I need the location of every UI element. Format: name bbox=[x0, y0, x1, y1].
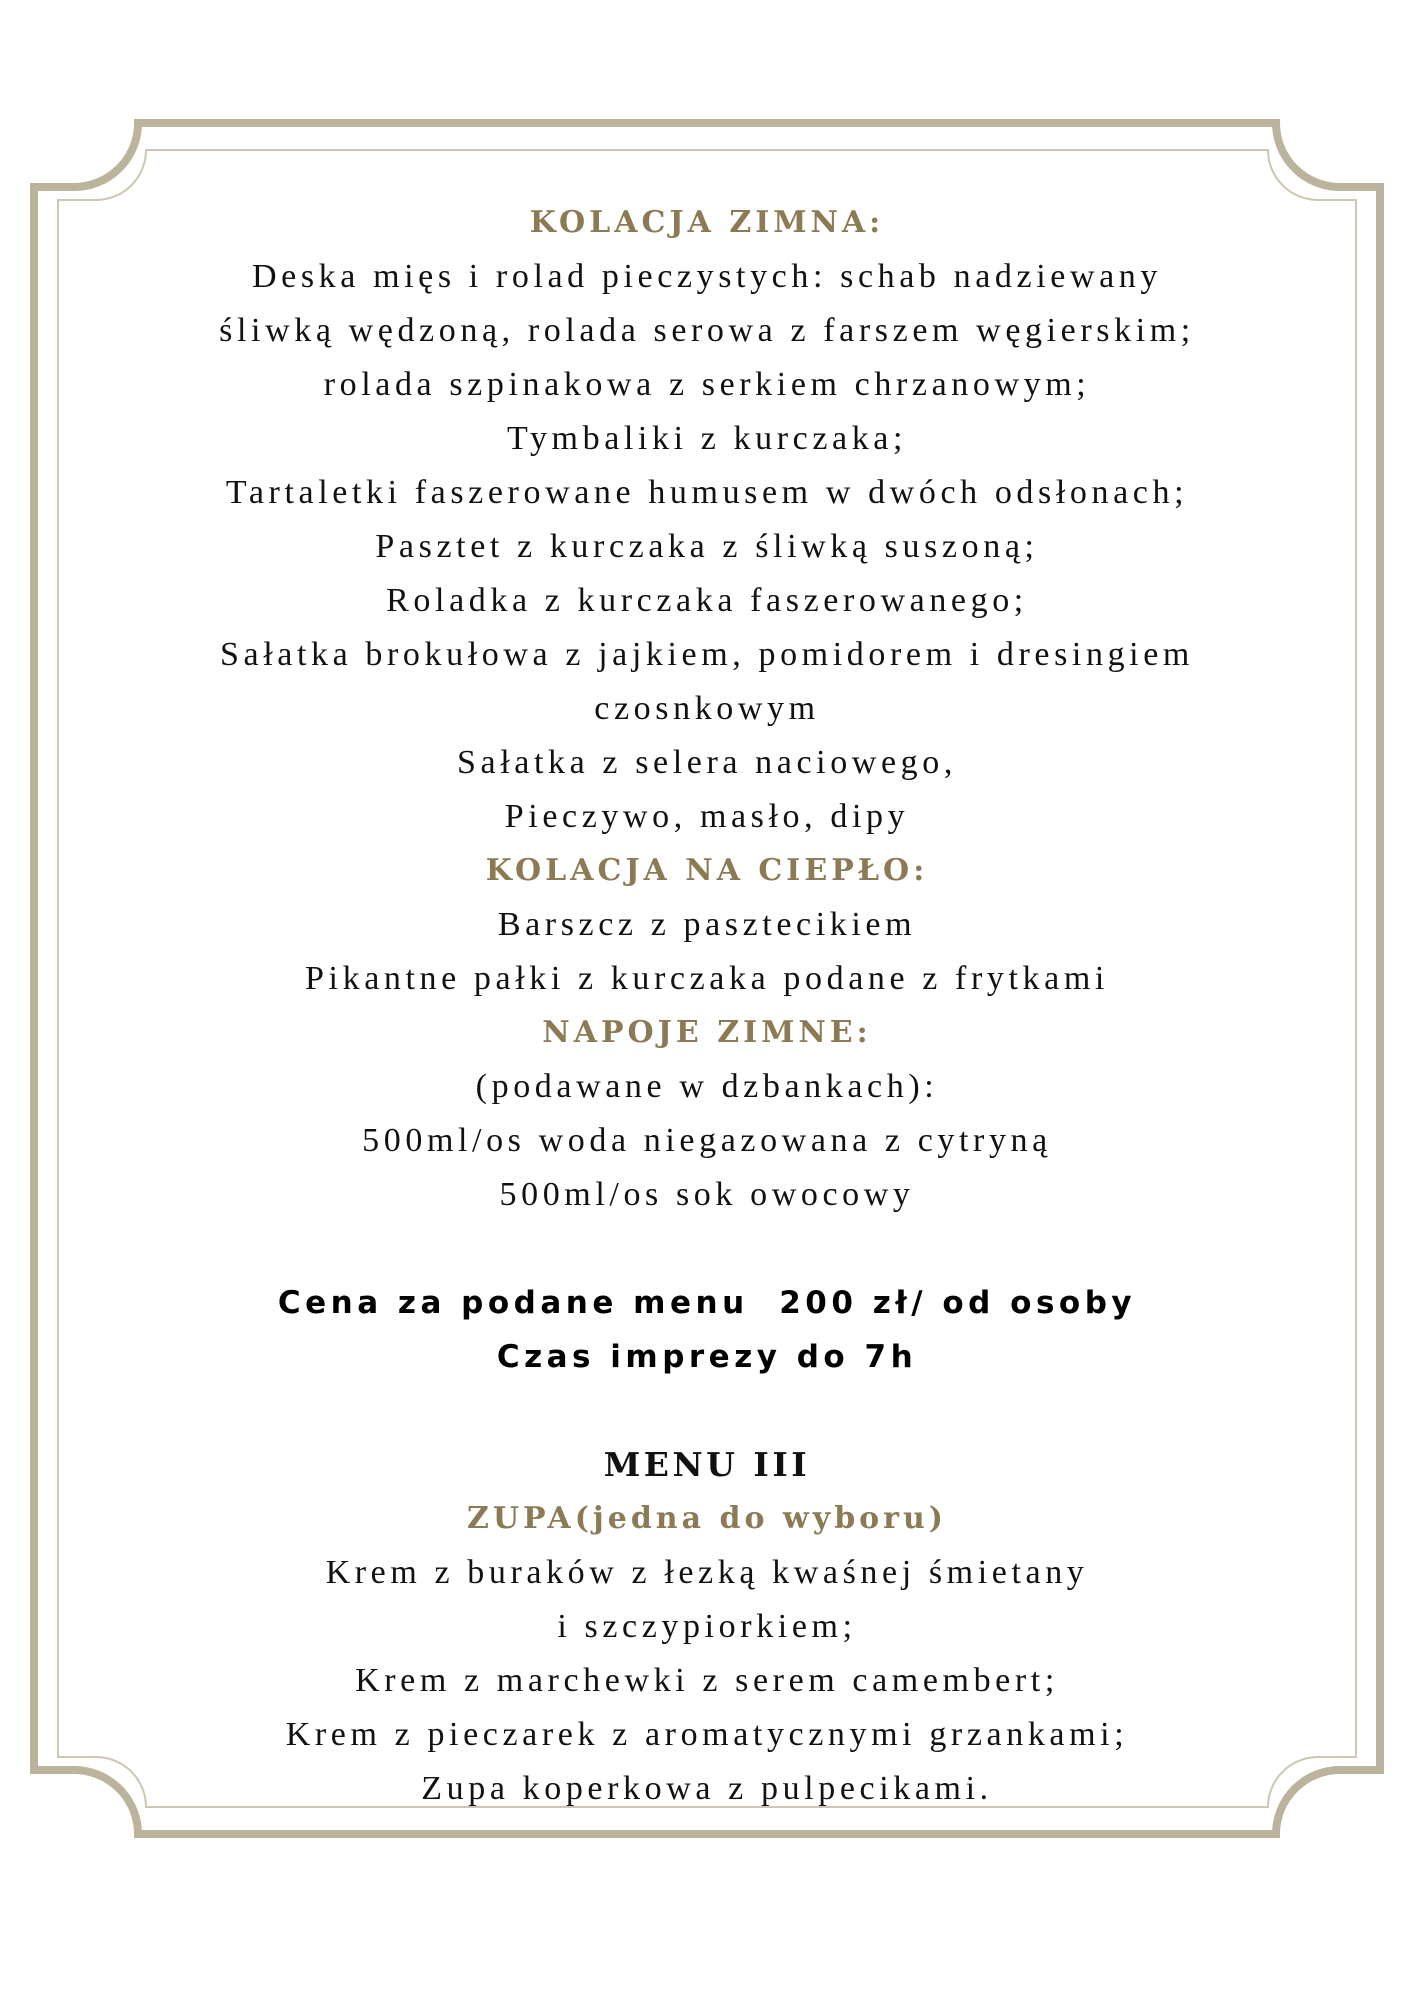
menu-content bbox=[100, 196, 1314, 1816]
cold-supper-items bbox=[100, 250, 1314, 844]
section-heading-cold-drinks: NAPOJE ZIMNE: bbox=[542, 1015, 872, 1050]
menu-title: MENU III bbox=[603, 1445, 811, 1484]
hot-supper-items bbox=[100, 898, 1314, 1006]
menu-item: Krem z buraków z łezką kwaśnej śmietany bbox=[325, 1554, 1089, 1591]
menu-item: Krem z pieczarek z aromatycznymi grzankami; bbox=[285, 1716, 1129, 1753]
menu-item: śliwką wędzoną, rolada serowa z farszem węgierskim; bbox=[219, 312, 1195, 349]
menu-item: Deska mięs i rolad pieczystych: schab nadziewany bbox=[252, 258, 1162, 295]
menu-item: Pieczywo, masło, dipy bbox=[504, 798, 910, 835]
spacer bbox=[100, 1384, 1314, 1438]
menu-item: 500ml/os sok owocowy bbox=[499, 1176, 915, 1213]
soup-items bbox=[100, 1546, 1314, 1816]
section-heading-hot-supper: KOLACJA NA CIEPŁO: bbox=[485, 853, 929, 888]
menu-item: Zupa koperkowa z pulpecikami. bbox=[421, 1770, 993, 1807]
duration-line: Czas imprezy do 7h bbox=[496, 1339, 918, 1375]
menu-item: Tartaletki faszerowane humusem w dwóch odsłonach; bbox=[225, 474, 1189, 511]
price-line: Cena za podane menu 200 zł/ od osoby bbox=[277, 1285, 1137, 1321]
menu-item: Pikantne pałki z kurczaka podane z frytkami bbox=[305, 960, 1109, 997]
menu-item: czosnkowym bbox=[594, 690, 820, 727]
section-heading-soup: ZUPA(jedna do wyboru) bbox=[466, 1501, 947, 1536]
menu-item: Roladka z kurczaka faszerowanego; bbox=[386, 582, 1028, 619]
menu-item: Sałatka brokułowa z jajkiem, pomidorem i dresingiem bbox=[220, 636, 1194, 673]
section-heading-cold-supper: KOLACJA ZIMNA: bbox=[529, 205, 885, 240]
menu-item: 500ml/os woda niegazowana z cytryną bbox=[362, 1122, 1052, 1159]
menu-item: Tymbaliki z kurczaka; bbox=[506, 420, 908, 457]
menu-item: i szczypiorkiem; bbox=[557, 1608, 857, 1645]
menu-item: Krem z marchewki z serem camembert; bbox=[355, 1662, 1059, 1699]
menu-item: rolada szpinakowa z serkiem chrzanowym; bbox=[323, 366, 1091, 403]
menu-item: Pasztet z kurczaka z śliwką suszoną; bbox=[375, 528, 1039, 565]
spacer bbox=[100, 1222, 1314, 1276]
menu-item: (podawane w dzbankach): bbox=[475, 1068, 939, 1105]
menu-item: Barszcz z pasztecikiem bbox=[497, 906, 917, 943]
menu-item: Sałatka z selera naciowego, bbox=[457, 744, 957, 781]
cold-drinks-items bbox=[100, 1060, 1314, 1222]
